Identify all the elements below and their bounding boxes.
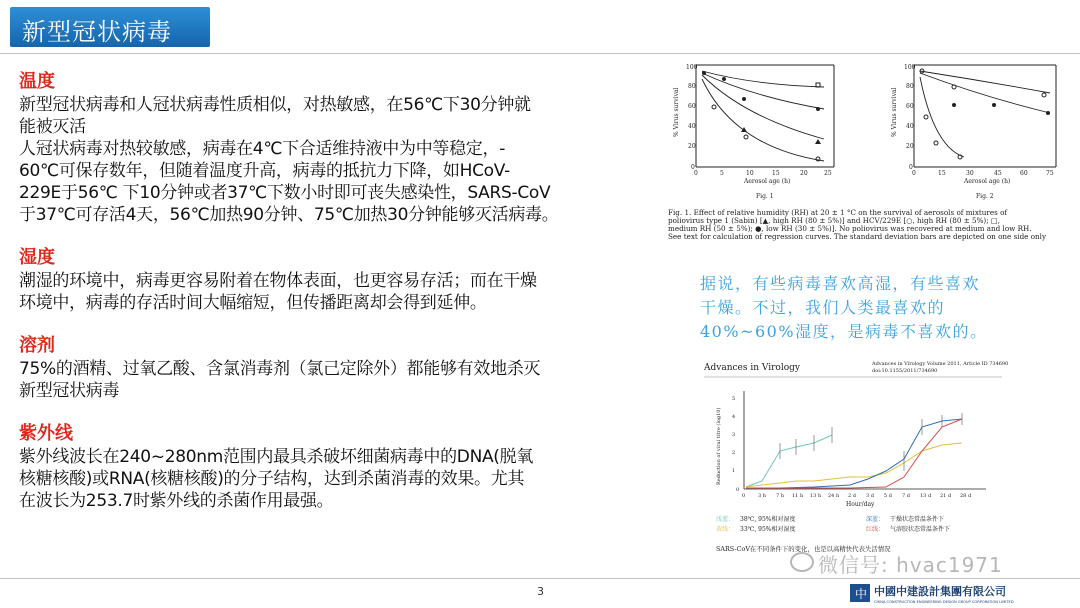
y-tick: 0 <box>691 164 695 171</box>
section-heading-solvent: 溶剂 <box>19 335 55 356</box>
panel-caption: Fig. 1 <box>756 193 774 200</box>
section-text-line: 229E于56℃ 下10分钟或者37℃下数小时即可丧失感染性，SARS-CoV <box>19 183 551 203</box>
section-heading-uv: 紫外线 <box>19 423 73 444</box>
note-line: 据说，有些病毒喜欢高湿，有些喜欢 <box>700 274 981 293</box>
x-tick: 21 d <box>940 493 952 499</box>
y-axis-label: Reduction of viral titre (log10) <box>716 407 722 485</box>
x-axis-label: Aerosol age (h) <box>744 178 791 185</box>
y-tick: 5 <box>732 396 736 402</box>
figure-virus-survival <box>664 57 1064 250</box>
x-tick: 30 <box>966 170 974 177</box>
x-axis-label: Hour/day <box>846 501 875 508</box>
humidity-note <box>700 272 1044 344</box>
x-tick: 15 <box>772 170 780 177</box>
x-tick: 20 <box>800 170 808 177</box>
legend-swatch: 红线： <box>866 526 885 533</box>
y-tick: 20 <box>688 143 696 150</box>
figure-caption-line: poliovirus type 1 (Sabin) [▲, high RH (80 ± 5%)] and HCV/229E [○, high RH (80 ± 5%); □, <box>668 216 1000 225</box>
legend-text: 气溶胶状态常温条件下 <box>890 526 951 533</box>
note-line: 干燥。不过，我们人类最喜欢的 <box>700 298 946 317</box>
figure-caption-line: Fig. 1. Effect of relative humidity (RH) at 20 ± 1 °C on the survival of aerosols of mixtures of <box>668 208 1008 217</box>
y-tick: 3 <box>732 432 736 438</box>
slide-title: 新型冠状病毒 <box>22 18 172 46</box>
top-divider <box>0 53 1080 54</box>
article-ref: Advances in Virology Volume 2011, Article ID 734690 <box>872 361 1009 367</box>
bottom-divider <box>0 578 1080 579</box>
section-text-line: 在波长为253.7时紫外线的杀菌作用最强。 <box>19 491 334 511</box>
legend-text: 38℃, 95%相对湿度 <box>740 516 796 523</box>
y-tick: 20 <box>906 143 914 150</box>
x-tick: 0 <box>742 493 746 499</box>
x-axis-label: Aerosol age (h) <box>964 178 1011 185</box>
section-text-line: 能被灭活 <box>19 117 86 137</box>
section-text-line: 人冠状病毒对热较敏感，病毒在4℃下合适维持液中为中等稳定，- <box>19 139 506 159</box>
figure-footer: SARS-CoV在不同条件下的变化，也是以高精快代表失活情况 <box>716 545 891 553</box>
y-tick: 4 <box>732 414 736 420</box>
y-axis-label: % Virus survival <box>891 87 898 137</box>
section-heading-humidity: 湿度 <box>19 247 55 268</box>
x-tick: 15 <box>938 170 946 177</box>
x-tick: 0 <box>694 170 698 177</box>
section-text-line: 60℃可保存数年，但随着温度升高，病毒的抵抗力下降，如HCoV- <box>19 161 510 181</box>
x-tick: 2 d <box>848 493 856 499</box>
x-tick: 5 d <box>884 493 892 499</box>
y-tick: 100 <box>686 64 698 71</box>
section-text-line: 75%的酒精、过氧乙酸、含氯消毒剂（氯己定除外）都能够有效地杀灭 <box>19 359 541 379</box>
x-tick: 13 d <box>920 493 932 499</box>
x-tick: 3 h <box>758 493 766 499</box>
company-logo <box>850 582 1075 606</box>
section-text-line: 紫外线波长在240~280nm范围内最具杀破坏细菌病毒中的DNA(脱氧 <box>19 447 534 467</box>
x-tick: 5 <box>720 170 724 177</box>
x-tick: 3 d <box>866 493 874 499</box>
journal-name: Advances in Virology <box>704 363 800 373</box>
figure-viral-titre <box>696 355 1010 555</box>
y-axis-label: % Virus survival <box>673 87 680 137</box>
x-tick: 11 h <box>792 493 804 499</box>
y-tick: 60 <box>906 103 914 110</box>
y-tick: 0 <box>909 164 913 171</box>
x-tick: 0 <box>912 170 916 177</box>
x-tick: 28 d <box>960 493 972 499</box>
slide-title-bar <box>10 7 210 47</box>
section-text-line: 潮湿的环境中，病毒更容易附着在物体表面，也更容易存活；而在干燥 <box>19 271 537 291</box>
x-tick: 7 d <box>902 493 910 499</box>
y-tick: 2 <box>732 450 736 456</box>
company-name: 中國中建設計集團有限公司 <box>874 585 1006 598</box>
legend-swatch: 黄线： <box>716 526 735 533</box>
legend-swatch: 深蓝： <box>866 516 885 523</box>
content-column <box>19 70 659 512</box>
y-tick: 40 <box>688 123 696 130</box>
figure-caption-line: medium RH (50 ± 5%); ●, low RH (30 ± 5%)]. No poliovirus was recovered at medium and low RH. <box>668 224 1032 233</box>
svg-text:中: 中 <box>855 587 868 601</box>
legend-text: 33℃, 95%相对湿度 <box>740 526 796 533</box>
section-heading-temperature: 温度 <box>19 71 55 92</box>
y-tick: 100 <box>904 64 916 71</box>
x-tick: 45 <box>994 170 1002 177</box>
y-tick: 0 <box>736 487 740 493</box>
watermark: 微信号: hvac1971 <box>818 553 1003 577</box>
figure-caption-line: See text for calculation of regression curves. The standard deviation bars are depicted on one side only <box>668 232 1047 241</box>
y-tick: 1 <box>732 468 736 474</box>
note-line: 40%~60%湿度，是病毒不喜欢的。 <box>700 322 988 341</box>
x-tick: 24 h <box>828 493 840 499</box>
wechat-icon <box>790 552 814 572</box>
company-name-en: CHINA CONSTRUCTION ENGINEERING DESIGN GROUP CORPORATION LIMITED <box>874 600 1014 604</box>
section-text-line: 新型冠状病毒 <box>19 381 120 401</box>
legend-text: 干燥状态常温条件下 <box>890 516 945 523</box>
x-tick: 60 <box>1020 170 1028 177</box>
y-tick: 40 <box>906 123 914 130</box>
legend-swatch: 浅蓝： <box>716 516 735 523</box>
x-tick: 13 h <box>810 493 822 499</box>
y-tick: 80 <box>906 83 914 90</box>
x-tick: 7 h <box>776 493 784 499</box>
y-tick: 60 <box>688 103 696 110</box>
section-text-line: 于37℃可存活4天，56℃加热90分钟、75℃加热30分钟能够灭活病毒。 <box>19 205 559 225</box>
x-tick: 75 <box>1046 170 1054 177</box>
panel-caption: Fig. 2 <box>976 193 994 200</box>
page-number: 3 <box>537 585 544 598</box>
article-doi: doi:10.1155/2011/734690 <box>872 368 938 374</box>
x-tick: 10 <box>746 170 754 177</box>
x-tick: 25 <box>824 170 832 177</box>
section-text-line: 环境中，病毒的存活时间大幅缩短，但传播距离却会得到延伸。 <box>19 293 487 313</box>
section-text-line: 核糖核酸)或RNA(核糖核酸)的分子结构，达到杀菌消毒的效果。尤其 <box>19 469 525 489</box>
section-text-line: 新型冠状病毒和人冠状病毒性质相似，对热敏感，在56℃下30分钟就 <box>19 95 531 115</box>
y-tick: 80 <box>688 83 696 90</box>
